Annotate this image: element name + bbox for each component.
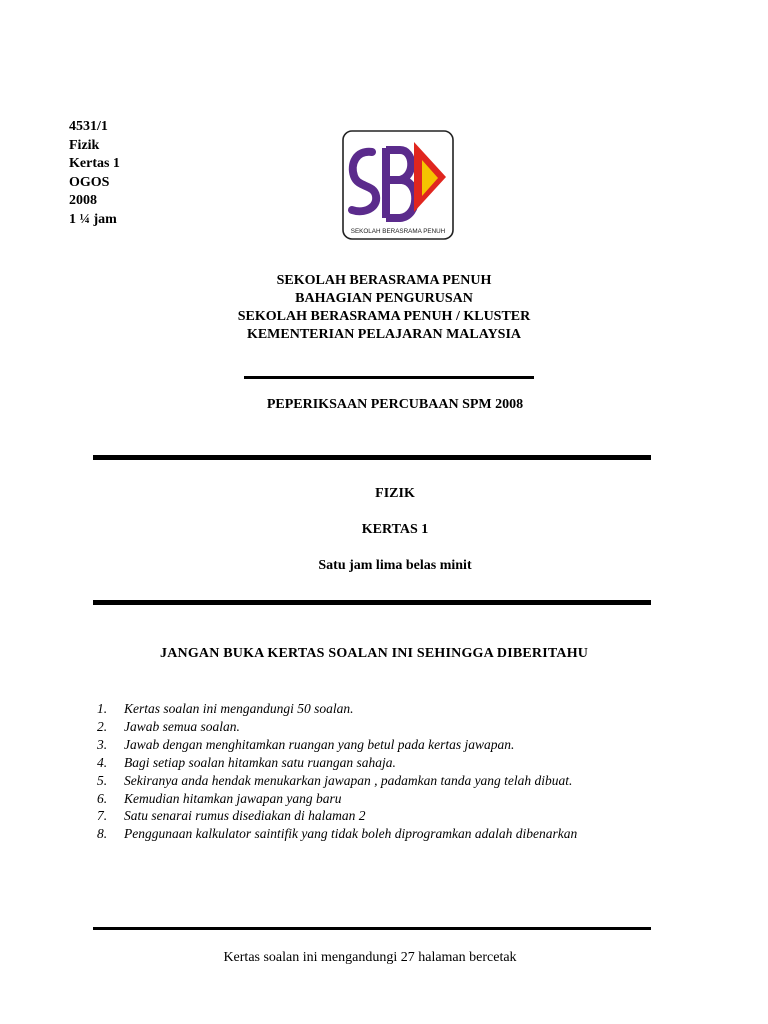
org-line-2: BAHAGIAN PENGURUSAN [295, 291, 473, 306]
list-item: 7. Satu senarai rumus disediakan di halaman 2 [97, 808, 366, 824]
divider-bottom-thick [93, 600, 651, 605]
org-line-4: KEMENTERIAN PELAJARAN MALAYSIA [246, 327, 522, 342]
organization-heading [0, 272, 768, 344]
exam-title: PEPERIKSAAN PERCUBAAN SPM 2008 [266, 397, 524, 412]
do-not-open-warning: JANGAN BUKA KERTAS SOALAN INI SEHINGGA DIBERITAHU [160, 646, 589, 661]
logo-caption: SEKOLAH BERASRAMA PENUH [350, 228, 446, 235]
org-line-1: SEKOLAH BERASRAMA PENUH [276, 273, 492, 288]
paper-heading: KERTAS 1 [361, 522, 429, 537]
exam-month: OGOS [69, 174, 110, 190]
paper-number: Kertas 1 [69, 156, 120, 171]
page-count-footer: Kertas soalan ini mengandungi 27 halaman bercetak [223, 950, 517, 965]
instructions-list [97, 700, 577, 843]
divider-top-thick [93, 455, 651, 460]
list-item: 2. Jawab semua soalan. [97, 718, 240, 734]
footer-divider [93, 927, 651, 930]
org-line-3: SEKOLAH BERASRAMA PENUH / KLUSTER [237, 309, 531, 324]
paper-subject: Fizik [69, 137, 100, 153]
paper-meta [69, 118, 120, 229]
list-item: 3. Jawab dengan menghitamkan ruangan yang betul pada kertas jawapan. [97, 736, 515, 752]
exam-duration: 1 ¼ jam [69, 211, 117, 227]
sbp-logo [342, 130, 454, 240]
divider-short [244, 376, 534, 379]
list-item: 6. Kemudian hitamkan jawapan yang baru [97, 790, 342, 806]
exam-year: 2008 [69, 193, 97, 208]
list-item: 4. Bagi setiap soalan hitamkan satu ruangan sahaja. [97, 754, 396, 770]
subject-heading: FIZIK [375, 486, 415, 501]
duration-text: Satu jam lima belas minit [318, 558, 472, 573]
list-item: 5. Sekiranya anda hendak menukarkan jawapan , padamkan tanda yang telah dibuat. [97, 772, 573, 788]
list-item: 1. Kertas soalan ini mengandungi 50 soalan. [97, 701, 354, 716]
list-item: 8. Penggunaan kalkulator saintifik yang tidak boleh diprogramkan adalah dibenarkan [97, 826, 578, 842]
paper-code: 4531/1 [69, 119, 108, 134]
